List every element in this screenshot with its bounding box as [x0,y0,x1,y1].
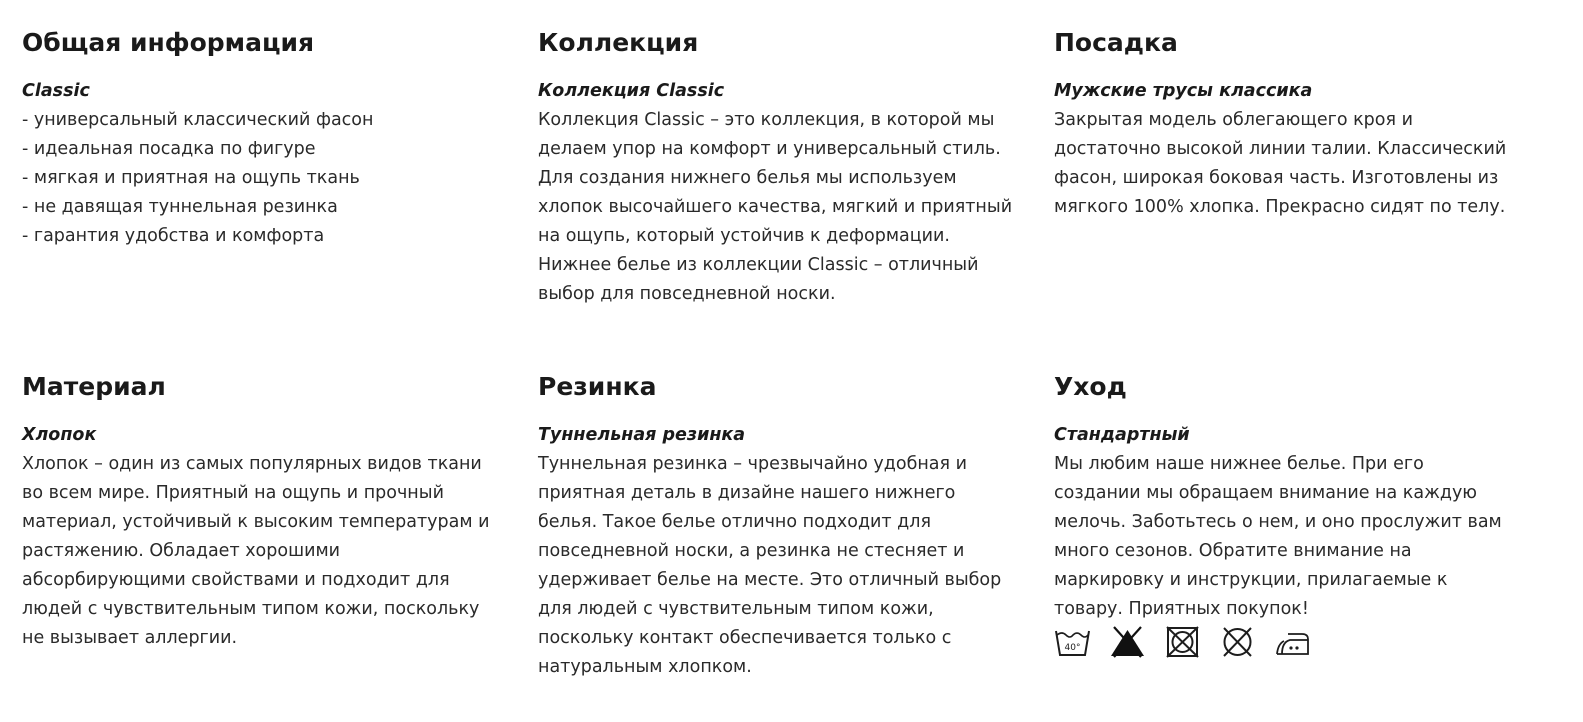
list-item: - не давящая туннельная резинка [22,197,338,217]
general-info-section [22,26,512,251]
section-title: Коллекция [538,28,699,57]
care-symbols [1054,626,1544,658]
section-title: Материал [22,372,166,401]
section-text: Хлопок – один из самых популярных видов ткани во всем мире. Приятный на ощупь и прочный материал, устойчивый к высоким температурам и растяжению. Обладает хорошими абсорбирующими свойствами и подходит для людей с чувствительным типом кожи, поскольку не вызывает аллергии. [22,454,490,648]
section-subtitle: Classic [22,81,90,101]
no-tumble-dry-icon [1164,626,1201,658]
section-text: Закрытая модель облегающего кроя и достаточно высокой линии талии. Классический фасон, широкая боковая часть. Изготовлены из мягкого 100% хлопка. Прекрасно сидят по телу. [1054,110,1507,217]
section-title: Общая информация [22,28,315,57]
waistband-section [538,370,1028,682]
section-title: Резинка [538,372,657,401]
section-text: Коллекция Classic – это коллекция, в которой мы делаем упор на комфорт и универсальный стиль. Для создания нижнего белья мы используем хлопок высочайшего качества, мягкий и приятный на ощупь, который устойчив к деформации. Нижнее белье из коллекции Classic – отличный выбор для повседневной носки. [538,110,1013,304]
wash-40-icon [1054,626,1091,658]
section-text: Мы любим наше нижнее белье. При его создании мы обращаем внимание на каждую мелочь. Заботьтесь о нем, и оно прослужит вам много сезонов. Обратите внимание на маркировку и инструкции, прилагаемые к товару. Приятных покупок! [1054,454,1502,619]
material-section [22,370,512,653]
list-item: - идеальная посадка по фигуре [22,139,316,159]
section-subtitle: Хлопок [22,425,97,445]
collection-section [538,26,1028,309]
iron-low-icon [1274,626,1311,658]
list-item: - гарантия удобства и комфорта [22,226,325,246]
section-text: Туннельная резинка – чрезвычайно удобная и приятная деталь в дизайне нашего нижнего белья. Такое белье отлично подходит для повседневной носки, а резинка не стесняет и удерживает белье на месте. Это отличный выбор для людей с чувствительным типом кожи, поскольку контакт обеспечивается только с натуральным хлопком. [538,454,1002,677]
no-bleach-icon [1109,626,1146,658]
section-subtitle: Стандартный [1054,425,1190,445]
wash-temperature: 40° [1064,643,1081,653]
care-section [1054,370,1544,658]
section-subtitle: Туннельная резинка [538,425,746,445]
list-item: - универсальный классический фасон [22,110,374,130]
section-subtitle: Мужские трусы классика [1054,81,1313,101]
section-subtitle: Коллекция Classic [538,81,725,101]
fit-section [1054,26,1544,222]
list-item: - мягкая и приятная на ощупь ткань [22,168,360,188]
section-title: Уход [1054,372,1127,401]
feature-list [22,106,512,251]
section-title: Посадка [1054,28,1178,57]
no-dry-clean-icon [1219,626,1256,658]
